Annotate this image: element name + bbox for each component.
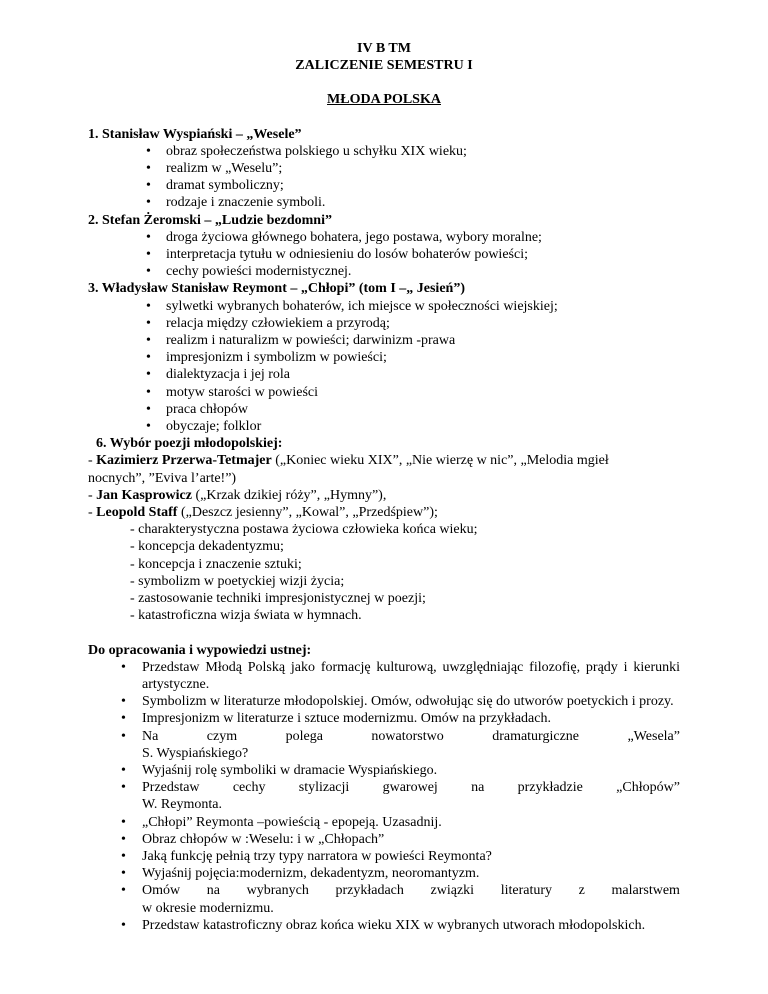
word: na (206, 883, 220, 899)
list-item: • cechy powieści modernistycznej. (142, 263, 680, 280)
topic-heading: MŁODA POLSKA (327, 92, 441, 108)
question-item: • Wyjaśnij pojęcia:modernizm, dekadentyzm, neoromantyzm. (118, 865, 680, 882)
section-2-title: 2. Stefan Żeromski – „Ludzie bezdomni” (88, 212, 332, 228)
question-item: • Przedstaw katastroficzny obraz końca wieku XIX w wybranych utworach młodopolskich. (118, 917, 680, 934)
poet-works: („Deszcz jesienny”, „Kowal”, „Przedśpiew”); (177, 505, 438, 521)
question-continuation: S. Wyspiańskiego? (142, 745, 249, 761)
section-1-list (88, 143, 680, 212)
list-item: • obraz społeczeństwa polskiego u schyłku XIX wieku; (142, 143, 680, 160)
list-item: • realizm i naturalizm w powieści; darwinizm -prawa (142, 332, 680, 349)
list-item: • rodzaje i znaczenie symboli. (142, 194, 680, 211)
word: cechy (232, 780, 266, 796)
question-item (118, 779, 680, 813)
oral-section-title: Do opracowania i wypowiedzi ustnej: (88, 642, 312, 658)
question-item: • Wyjaśnij rolę symboliki w dramacie Wyspiańskiego. (118, 762, 680, 779)
question-item: • Symbolizm w literaturze młodopolskiej. Omów, odwołując się do utworów poetyckich i prozy. (118, 693, 680, 710)
poet-line-tetmajer-cont: nocnych”, ”Eviva l’arte!”) (88, 470, 237, 486)
poet-line-tetmajer (88, 452, 680, 469)
word: z (578, 883, 585, 899)
poet-works: („Krzak dzikiej róży”, „Hymny”), (191, 487, 387, 503)
word: • Na (142, 728, 159, 744)
question-item: • Jaką funkcję pełnią trzy typy narratora w powieści Reymonta? (118, 848, 680, 865)
list-item: • obyczaje; folklor (142, 418, 680, 435)
word: związki (430, 883, 475, 899)
question-item (118, 728, 680, 762)
justified-line (142, 779, 680, 796)
poet-line-staff (88, 504, 680, 521)
word: na (471, 780, 485, 796)
list-item: • droga życiowa głównego bohatera, jego postawa, wybory moralne; (142, 229, 680, 246)
poetry-topic: - zastosowanie techniki impresjonistycznej w poezji; (130, 591, 426, 607)
word: malarstwem (611, 883, 680, 899)
word: dramaturgiczne (492, 728, 579, 744)
word: stylizacji (298, 780, 350, 796)
oral-questions-list (88, 659, 680, 934)
list-item: • impresjonizm i symbolizm w powieści; (142, 349, 680, 366)
section-3-list (88, 298, 680, 436)
poet-name: Kazimierz Przerwa-Tetmajer (96, 453, 272, 469)
word: przykładach (335, 883, 404, 899)
question-item: • Obraz chłopów w :Weselu: i w „Chłopach” (118, 831, 680, 848)
dash-prefix: - (88, 505, 97, 521)
poetry-topic: - charakterystyczna postawa życiowa człowieka końca wieku; (130, 522, 478, 538)
list-item: • praca chłopów (142, 401, 680, 418)
word: • Omów (142, 883, 181, 899)
word: nowatorstwo (371, 728, 444, 744)
poetry-topic: - koncepcja dekadentyzmu; (130, 539, 284, 555)
section-2-list (88, 229, 680, 281)
list-item: • dialektyzacja i jej rola (142, 366, 680, 383)
poetry-topic: - symbolizm w poetyckiej wizji życia; (130, 573, 345, 589)
word: polega (285, 728, 323, 744)
poetry-topic: - koncepcja i znaczenie sztuki; (130, 556, 302, 572)
list-item: • realizm w „Weselu”; (142, 160, 680, 177)
word: • Przedstaw (142, 780, 200, 796)
section-1-title: 1. Stanisław Wyspiański – „Wesele” (88, 126, 302, 142)
poet-name: Jan Kasprowicz (96, 487, 192, 503)
question-continuation: w okresie modernizmu. (142, 900, 274, 916)
dash-prefix: - (88, 453, 97, 469)
word: „Wesela” (627, 728, 680, 744)
justified-line (142, 728, 680, 745)
question-item: • Impresjonizm w literaturze i sztuce modernizmu. Omów na przykładach. (118, 710, 680, 727)
poet-name: Leopold Staff (96, 505, 178, 521)
word: wybranych (246, 883, 309, 899)
poetry-topic: - katastroficzna wizja świata w hymnach. (130, 608, 362, 624)
word: „Chłopów” (616, 780, 680, 796)
word: przykładzie (517, 780, 583, 796)
word: czym (206, 728, 238, 744)
dash-prefix: - (88, 487, 97, 503)
question-item: • „Chłopi” Reymonta –powieścią - epopeją. Uzasadnij. (118, 814, 680, 831)
list-item: • dramat symboliczny; (142, 177, 680, 194)
class-heading: IV B TM (357, 41, 411, 56)
list-item: • sylwetki wybranych bohaterów, ich miejsce w społeczności wiejskiej; (142, 298, 680, 315)
list-item: • relacja między człowiekiem a przyrodą; (142, 315, 680, 332)
question-continuation: W. Reymonta. (142, 797, 222, 813)
section-3-title: 3. Władysław Stanisław Reymont – „Chłopi” (tom I –„ Jesień”) (88, 281, 465, 297)
question-item: • Przedstaw Młodą Polską jako formację kulturową, uwzględniając filozofię, prądy i kierunki artystyczne. (118, 659, 680, 693)
question-item (118, 882, 680, 916)
poet-works: („Koniec wieku XIX”, „Nie wierzę w nic”, „Melodia mgieł (271, 453, 609, 469)
list-item: • motyw starości w powieści (142, 384, 680, 401)
exam-heading: ZALICZENIE SEMESTRU I (295, 58, 473, 74)
word: literatury (500, 883, 553, 899)
poet-line-kasprowicz (88, 487, 680, 504)
justified-line (142, 882, 680, 899)
word: gwarowej (382, 780, 438, 796)
section-6-title: 6. Wybór poezji młodopolskiej: (96, 436, 283, 452)
list-item: • interpretacja tytułu w odniesieniu do losów bohaterów powieści; (142, 246, 680, 263)
